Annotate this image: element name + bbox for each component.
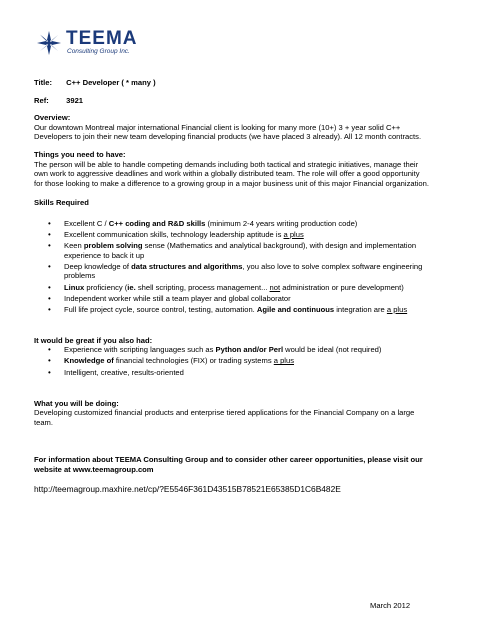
list-item: • Excellent communication skills, technology leadership aptitude is a plus	[34, 230, 464, 240]
doing-heading: What you will be doing:	[34, 398, 119, 408]
title-row	[34, 78, 464, 88]
ref-row	[34, 96, 464, 106]
skills-list	[34, 219, 464, 314]
doing-line: team.	[34, 417, 53, 427]
great-heading: It would be great if you also had:	[34, 335, 153, 345]
list-item: • Independent worker while still a team player and global collaborator	[34, 294, 464, 304]
info-line: For information about TEEMA Consulting Group and to consider other career opportunities, please visit our	[34, 455, 423, 465]
needs-line: The person will be able to handle competing demands including both tactical and strategic initiatives, manage their	[34, 159, 419, 169]
doing-line: Developing customized financial products and enterprise tiered applications for the Financial Company on a large	[34, 408, 415, 418]
needs-line: for those looking to make a difference to a growing group in a major business unit of this major Financial organization.	[34, 178, 429, 188]
job-posting	[34, 78, 464, 494]
list-item: • Experience with scripting languages such as Python and/or Perl would be ideal (not required)	[34, 345, 464, 355]
needs-line: own work to aggressive deadlines and work within a globally distributed team. The role will offer a good opportunity	[34, 169, 420, 179]
logo-subtitle: Consulting Group Inc.	[67, 48, 130, 55]
list-item: • Full life project cycle, source control, testing, automation. Agile and continuous integration are a plus	[34, 305, 464, 315]
list-item: • Linux proficiency (ie. shell scripting, process management... not administration or pure development)	[34, 283, 464, 293]
title-value: C++ Developer ( * many )	[66, 78, 156, 87]
list-item: • Knowledge of financial technologies (FIX) or trading systems a plus	[34, 356, 464, 366]
ref-label: Ref:	[34, 95, 49, 105]
star-burst-icon	[36, 30, 62, 56]
overview-line: Developers to join their new team developing financial products (we have placed 3 already). All 12 month contracts.	[34, 132, 422, 142]
document-date: March 2012	[370, 601, 411, 610]
overview-line: Our downtown Montreal major international Financial client is looking for many more (10+) 3 + year solid C++	[34, 122, 401, 132]
logo-brand: TEEMA	[66, 28, 138, 49]
title-label: Title:	[34, 78, 53, 87]
list-item: • Keen problem solving sense (Mathematics and analytical background), with design and implementation experience to back it up	[34, 241, 464, 260]
great-list	[34, 345, 464, 377]
needs-heading: Things you need to have:	[34, 149, 126, 159]
list-item: • Intelligent, creative, results-oriented	[34, 368, 464, 378]
skills-heading: Skills Required	[34, 198, 89, 208]
job-url-link[interactable]: http://teemagroup.maxhire.net/cp/?E5546F361D43515B78521E65385D1C6B482E	[34, 483, 341, 494]
overview-heading: Overview:	[34, 113, 71, 123]
list-item: • Deep knowledge of data structures and algorithms, you also love to solve complex software engineering problems	[34, 262, 464, 281]
info-line: website at www.teemagroup.com	[34, 465, 154, 475]
company-logo	[36, 28, 146, 64]
list-item: • Excellent C / C++ coding and R&D skills (minimum 2-4 years writing production code)	[34, 219, 464, 229]
ref-value: 3921	[66, 95, 84, 105]
